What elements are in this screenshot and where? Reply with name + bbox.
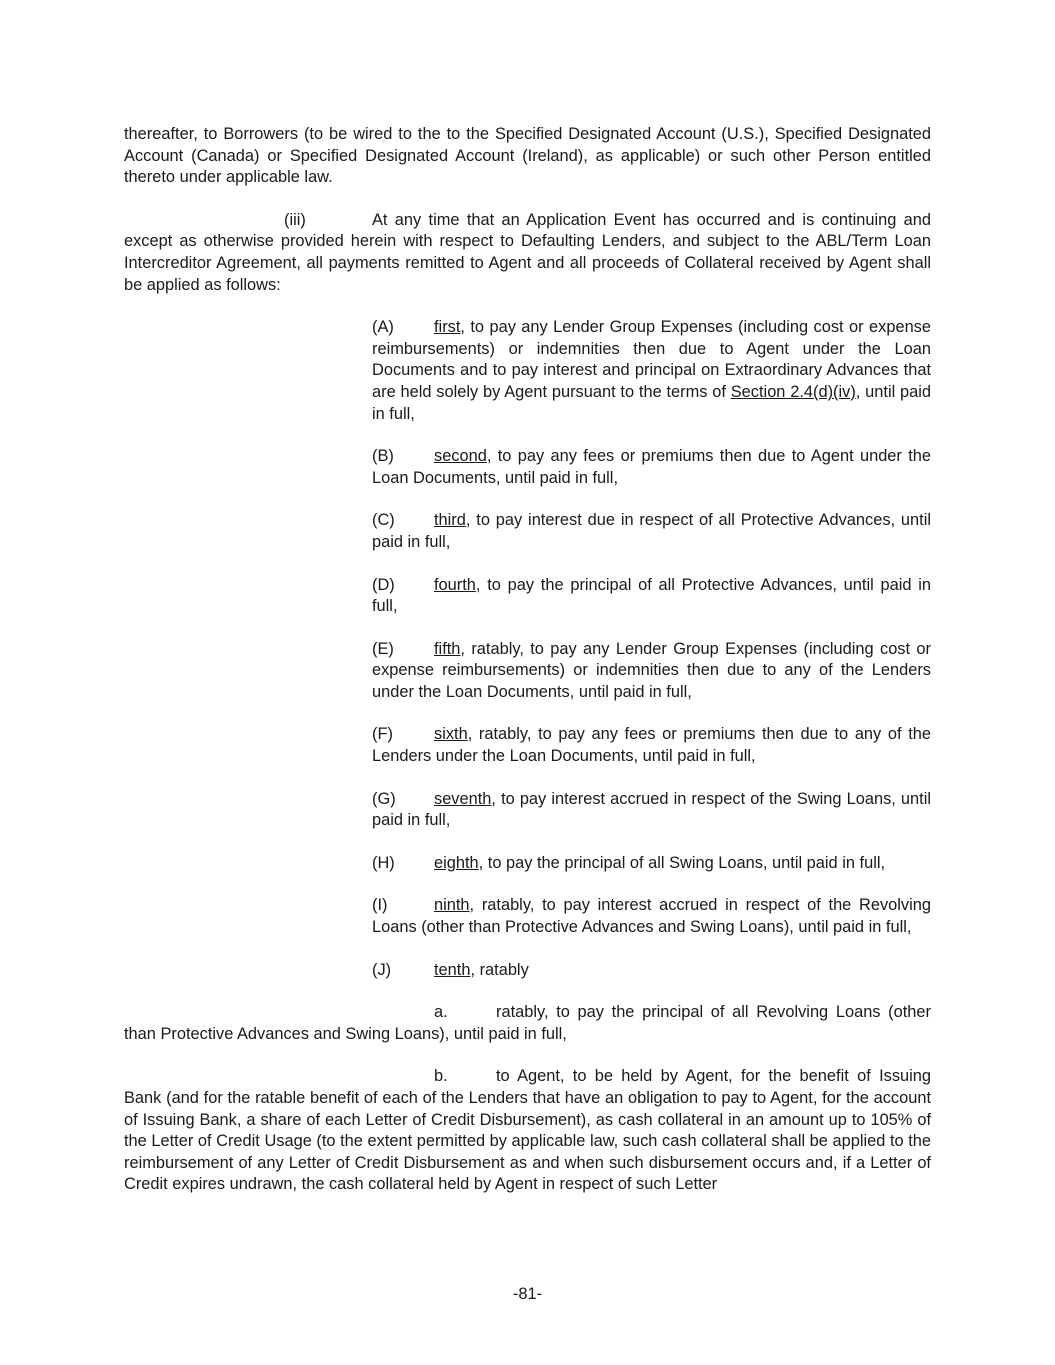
item-ordinal: tenth [434,960,471,979]
intro-paragraph: thereafter, to Borrowers (to be wired to the to the Specified Designated Account (U.S.), Specified Designated Account (Canada) or Specified Designated Account (Ireland), as applicable) or such other Person entitled thereto under applicable law. [124,125,931,187]
item-text: , to pay any fees or premiums then due to Agent under the Loan Documents, until paid in full, [372,447,931,487]
subitem-label: b. [434,1067,448,1086]
item-text: , ratably [470,960,529,979]
item-ordinal: ninth [434,896,470,915]
document-page [124,124,931,1217]
item-ordinal: first [434,318,461,337]
item-ordinal: third [434,511,466,530]
subitem-a [124,1002,931,1045]
item-ordinal: fifth [434,639,461,658]
item-label: (C) [372,511,395,530]
item-label: (B) [372,447,394,466]
waterfall-item-h [372,853,931,875]
subitem-b [124,1066,931,1196]
waterfall-item-d [372,575,931,618]
subitem-text: ratably, to pay the principal of all Revolving Loans (other than Protective Advances and Swing Loans), until paid in full, [124,1003,931,1043]
item-ordinal: seventh [434,789,492,808]
item-text-tail: , until paid in full, [372,382,932,423]
item-ordinal: sixth [434,725,468,744]
subitem-label: a. [434,1003,448,1022]
section-reference-link: Section 2.4(d)(iv) [730,382,856,401]
waterfall-item-g [372,789,931,832]
item-text: , ratably, to pay any fees or premiums then due to any of the Lenders under the Loan Documents, until paid in full, [372,725,931,766]
item-text: , to pay the principal of all Protective Advances, until paid in full, [372,575,931,616]
item-label: (H) [372,853,395,872]
waterfall-item-f [372,724,931,767]
item-text: , to pay any Lender Group Expenses (including cost or expense reimbursements) or indemnities then due to Agent under the Loan Documents and to pay interest and principal on Extraordinary Advances that are held solely by Agent pursuant to the terms of [372,318,931,401]
clause-iii-paragraph [124,210,931,296]
waterfall-item-b [372,446,931,489]
subitem-text: to Agent, to be held by Agent, for the benefit of Issuing Bank (and for the ratable benefit of each of the Lenders that have an obligation to pay to Agent, for the account of Issuing Bank, a share of each Letter of Credit Disbursement), as cash collateral in an amount up to 105% of the Letter of Credit Usage (to the extent permitted by applicable law, such cash collateral shall be applied to the reimbursement of any Letter of Credit Disbursement as and when such disbursement occurs and, if a Letter of Credit expires undrawn, the cash collateral held by Agent in respect of such Letter [124,1067,931,1194]
waterfall-item-j [372,960,931,982]
item-label: (A) [372,318,394,337]
item-label: (J) [372,960,392,979]
item-label: (I) [372,896,388,915]
item-text: , to pay the principal of all Swing Loans, until paid in full, [478,853,886,872]
item-label: (G) [372,789,396,808]
waterfall-item-a [372,317,931,425]
item-ordinal: second [434,447,487,466]
clause-iii-text: At any time that an Application Event has occurred and is continuing and except as otherwise provided herein with respect to Defaulting Lenders, and subject to the ABL/Term Loan Intercreditor Agreement, all payments remitted to Agent and all proceeds of Collateral received by Agent shall be applied as follows: [124,210,931,294]
item-text: , to pay interest due in respect of all Protective Advances, until paid in full, [372,511,931,551]
item-ordinal: eighth [434,853,479,872]
item-label: (D) [372,575,395,594]
waterfall-item-e [372,639,931,704]
item-ordinal: fourth [434,575,476,594]
page-number: -81- [512,1285,543,1303]
item-text: , to pay interest accrued in respect of the Swing Loans, until paid in full, [372,789,931,830]
item-text: , ratably, to pay interest accrued in respect of the Revolving Loans (other than Protective Advances and Swing Loans), until paid in full, [372,896,931,937]
item-label: (E) [372,639,394,658]
waterfall-item-i [372,895,931,938]
clause-iii-marker: (iii) [284,210,306,229]
item-text: , ratably, to pay any Lender Group Expenses (including cost or expense reimbursements) or indemnities then due to any of the Lenders under the Loan Documents, until paid in full, [372,639,931,701]
waterfall-item-c [372,510,931,553]
item-label: (F) [372,725,393,744]
